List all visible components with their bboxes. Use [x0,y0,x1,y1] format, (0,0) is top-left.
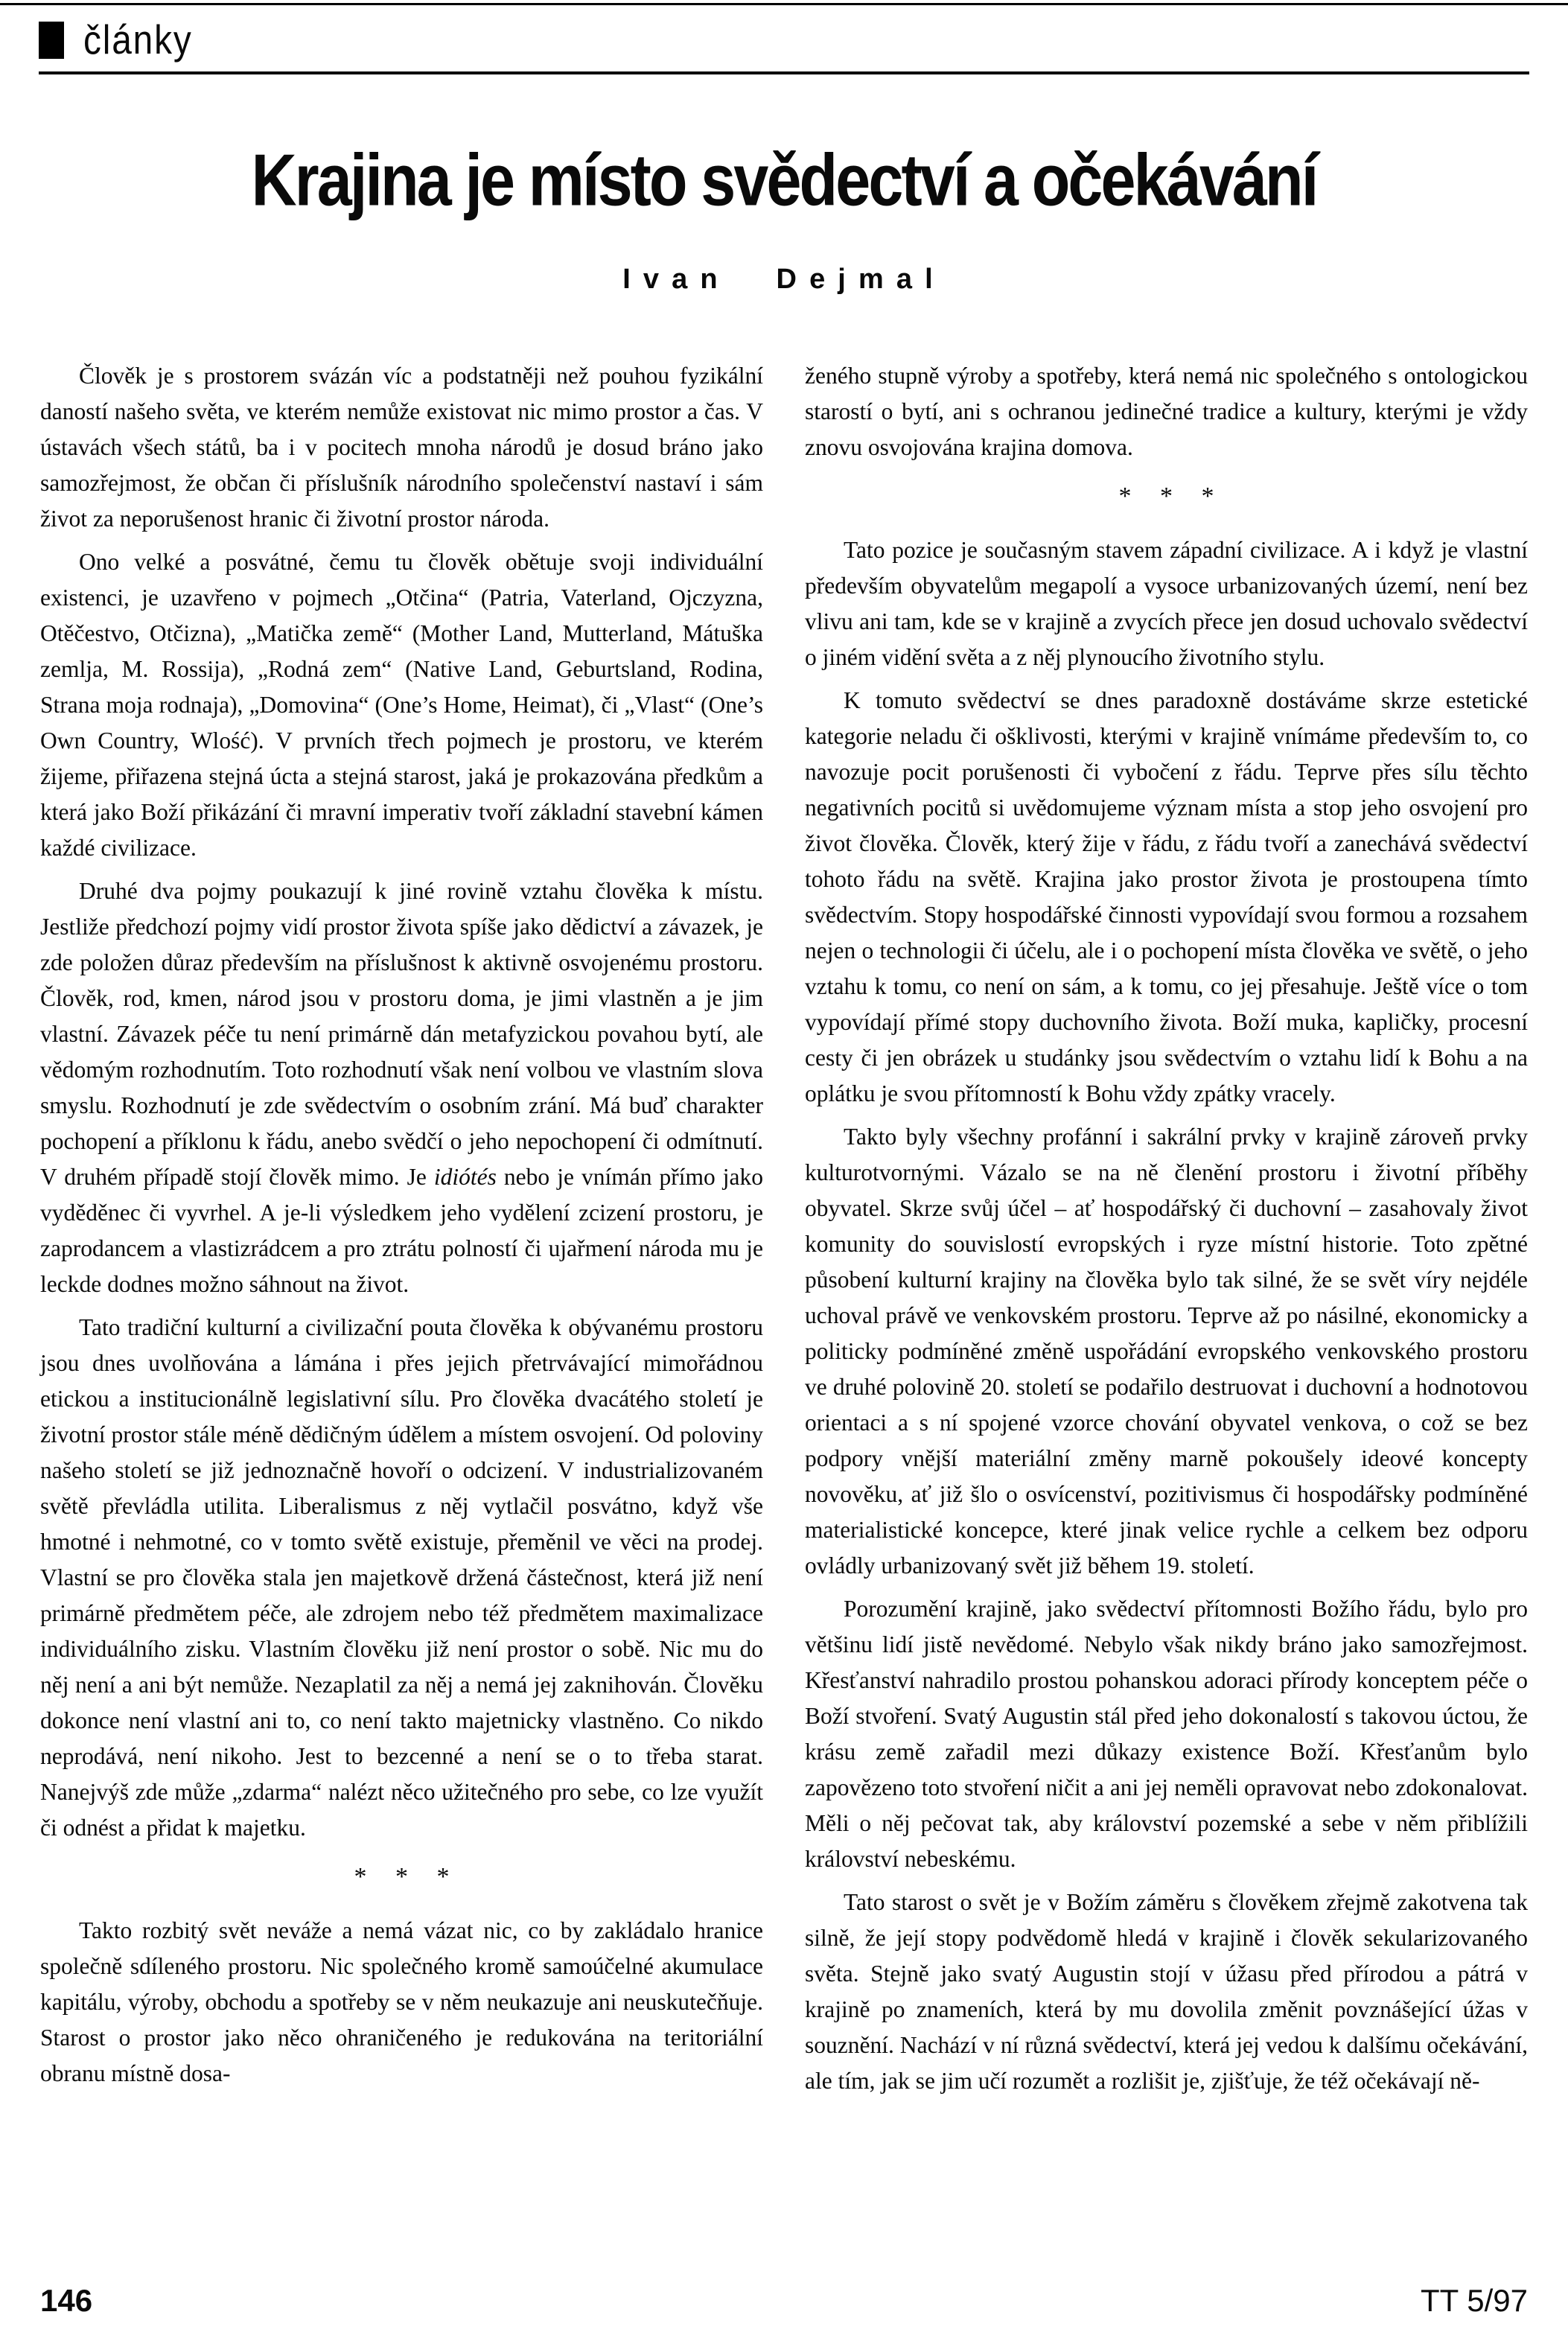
section-separator: * * * [354,1863,450,1891]
issue-label: TT 5/97 [1421,2283,1528,2318]
page-number: 146 [40,2283,93,2318]
paragraph: ženého stupně výroby a spotřeby, která nemá nic společného s ontologickou starostí o bytí, ani s ochranou jedinečné tradice a kultury, kterými je vždy znovu osvojována krajina domova. [805,363,1528,461]
page-footer [40,2283,1528,2319]
paragraph: K tomuto svědectví se dnes paradoxně dostáváme skrze estetické kategorie neladu či ošklivosti, kterými v krajině vnímáme především to, co navozuje pocit porušenosti či vybočení z řádu. Teprve přes sílu těchto negativních pocitů si uvědomujeme význam místa a stop jeho osvojení pro život člověka. Člověk, který žije v řádu, z řádu tvoří a zanechává svědectví tohoto řádu na světě. Krajina jako prostor života je prostoupena tímto svědectvím. Stopy hospodářské činnosti vypovídají svou formou a rozsahem nejen o technologii či účelu, ale i o pochopení místa člověka ve světě, o jeho vztahu k tomu, co není on sám, a k tomu, co jej přesahuje. Ještě více o tom vypovídají přímé stopy duchovního života. Boží muka, kapličky, procesní cesty či jen obrázek u studánky jsou svědectvím o vztahu lidí k Bohu a na oplátku je svou přítomností k Bohu vždy zpátky vracely. [805,687,1528,1107]
section-separator: * * * [1118,482,1214,511]
section-label: články [83,17,193,63]
paragraph: Tato starost o svět je v Božím záměru s člověkem zřejmě zakotvena tak silně, že její stopy podvědomě hledá v krajině i člověk sekularizovaného světa. Stejně jako svatý Augustin stojí v úžasu před přírodou a pátrá v krajině po znameních, která by mu dovolila změnit povznášející úžas v souznění. Nachází v ní různá svědectví, která jej vedou k dalšímu očekávání, ale tím, jak se jim učí rozumět a rozlišit je, zjišťuje, že též očekávají ně- [805,1889,1528,2095]
paragraph: Tato tradiční kulturní a civilizační pouta člověka k obývanému prostoru jsou dnes uvolňována a lámána i přes jejich přetrvávající mimořádnou etickou a institucionálně legislativní sílu. Pro člověka dvacátého století je životní prostor stále méně dědičným údělem a místem osvojení. Od poloviny našeho století se již jednoznačně hovoří o odcizení. V industrializovaném světě převládla utilita. Liberalismus z něj vytlačil posvátno, když vše hmotné i nehmotné, co v tomto světě existuje, přeměnil ve věci na prodej. Vlastní se pro člověka stala jen majetkově držená částečnost, která již není primárně předmětem péče, ale zdrojem nebo též předmětem maximalizace individuálního zisku. Vlastním člověku již není prostor o sobě. Nic mu do něj není a ani být nemůže. Nezaplatil za něj a nemá jej zaknihován. Člověku dokonce není vlastní ani to, co není takto majetnicky vlastněno. Co nikdo neprodává, není nikoho. Jest to bezcenné a není se o to třeba starat. Nanejvýš zde může „zdarma“ nalézt něco užitečného pro sebe, co lze využít či odnést a přidat k majetku. [40,1314,763,1841]
column-right [805,358,1528,2106]
article-author: Ivan Dejmal [622,264,946,296]
paragraph: Takto rozbitý svět neváže a nemá vázat nic, co by zakládalo hranice společně sdíleného prostoru. Nic společného kromě samoúčelné akumulace kapitálu, výroby, obchodu a spotřeby se v něm neukazuje ani neuskutečňuje. Starost o prostor jako něco ohraničeného je redukována na teritoriální obranu místně dosa- [40,1917,763,2087]
paragraph: Porozumění krajině, jako svědectví přítomnosti Božího řádu, bylo pro většinu lidí jistě nevědomé. Nebylo však nikdy bráno jako samozřejmost. Křesťanství nahradilo prostou pohanskou adoraci přírody konceptem péče o Boží stvoření. Svatý Augustin stál před jeho dokonalostí s takovou úctou, že krásu země zařadil mezi důkazy existence Boží. Křesťanům bylo zapovězeno toto stvoření ničit a ani jej neměli opravovat nebo zdokonalovat. Měli o něj pečovat tak, aby království pozemské a sebe v něm přiblížili království nebeskému. [805,1596,1528,1873]
section-header [39,0,1529,74]
paragraph: Člověk je s prostorem svázán víc a podstatněji než pouhou fyzikální daností našeho světa, ve kterém nemůže existovat nic mimo prostor a čas. V ústavách všech států, ba i v pocitech mnoha národů je dosud bráno jako samozřejmost, že občan či příslušník národního společenství nastaví i sám život za neporušenost hranic či životní prostor národa. [40,363,763,532]
article-body [0,358,1568,2106]
top-rule [0,3,1568,5]
paragraph: Tato pozice je současným stavem západní civilizace. A i když je vlastní především obyvatelům megapolí a vysoce urbanizovaných území, není bez vlivu ani tam, kde se v krajině a zvycích přece jen dosud uchovalo svědectví o jiném vidění světa a z něj plynoucího životního stylu. [805,537,1528,671]
article-title: Krajina je místo svědectví a očekávání [251,138,1317,221]
paragraph: Ono velké a posvátné, čemu tu člověk obětuje svoji individuální existenci, je uzavřeno v pojmech „Otčina“ (Patria, Vaterland, Ojczyzna, Otěčestvo, Otčizna), „Matička země“ (Mother Land, Mutterland, Mátuška zemlja, M. Rossija), „Rodná zem“ (Native Land, Geburtsland, Rodina, Strana moja rodnaja), „Domovina“ (One’s Home, Heimat), či „Vlast“ (One’s Own Country, Wlość). V prvních třech pojmech je prostoru, ve kterém žijeme, přiřazena stejná úcta a stejná starost, jaká je prokazována předkům a která jako Boží přikázání či mravní imperativ tvoří základní stavební kámen každé civilizace. [40,549,763,861]
column-left [40,358,763,2106]
paragraph: Takto byly všechny profánní i sakrální prvky v krajině zároveň prvky kulturotvornými. Vázalo se na ně členění prostoru i životní příběhy obyvatel. Skrze svůj účel – ať hospodářský či duchovní – zasahovaly život komunity do souvislostí evropských i ryze místní historie. Toto zpětné působení kulturní krajiny na člověka bylo tak silné, že se svět víry nejdéle uchoval právě ve venkovském prostoru. Teprve až po násilné, ekonomicky a politicky podmíněné změně uspořádání evropského venkovského prostoru ve druhé polovině 20. století se podařilo destruovat i duchovní a hodnotovou orientaci a s ní spojené vzorce chování obyvatel venkova, o což se bez podpory vnější materiální změny marně pokoušely ideové koncepty novověku, ať již šlo o osvícenství, pozitivismus či hospodářsky podmíněné materialistické koncepce, které jinak velice rychle a celkem bez odporu ovládly urbanizovaný svět již během 19. století. [805,1124,1528,1579]
section-marker-icon [39,22,64,59]
paragraph: Druhé dva pojmy poukazují k jiné rovině vztahu člověka k místu. Jestliže předchozí pojmy vidí prostor života spíše jako dědictví a závazek, je zde položen důraz především na příslušnost k aktivně osvojenému prostoru. Člověk, rod, kmen, národ jsou v prostoru doma, je jimi vlastněn a je jim vlastní. Závazek péče tu není primárně dán metafyzickou povahou bytí, ale vědomým rozhodnutím. Toto rozhodnutí však není volbou ve vlastním slova smyslu. Rozhodnutí je zde svědectvím o osobním zrání. Má buď charakter pochopení a příklonu k řádu, anebo svědčí o jeho nepochopení či odmítnutí. V druhém případě stojí člověk mimo. Je idiótés nebo je vnímán přímo jako vyděděnec či vyvrhel. A je-li výsledkem jeho vydělení zcizení prostoru, je zaprodancem a vlastizrádcem a pro ztrátu polností či ujařmení národa mu je leckde dodnes možno sáhnout na život. [40,878,763,1298]
